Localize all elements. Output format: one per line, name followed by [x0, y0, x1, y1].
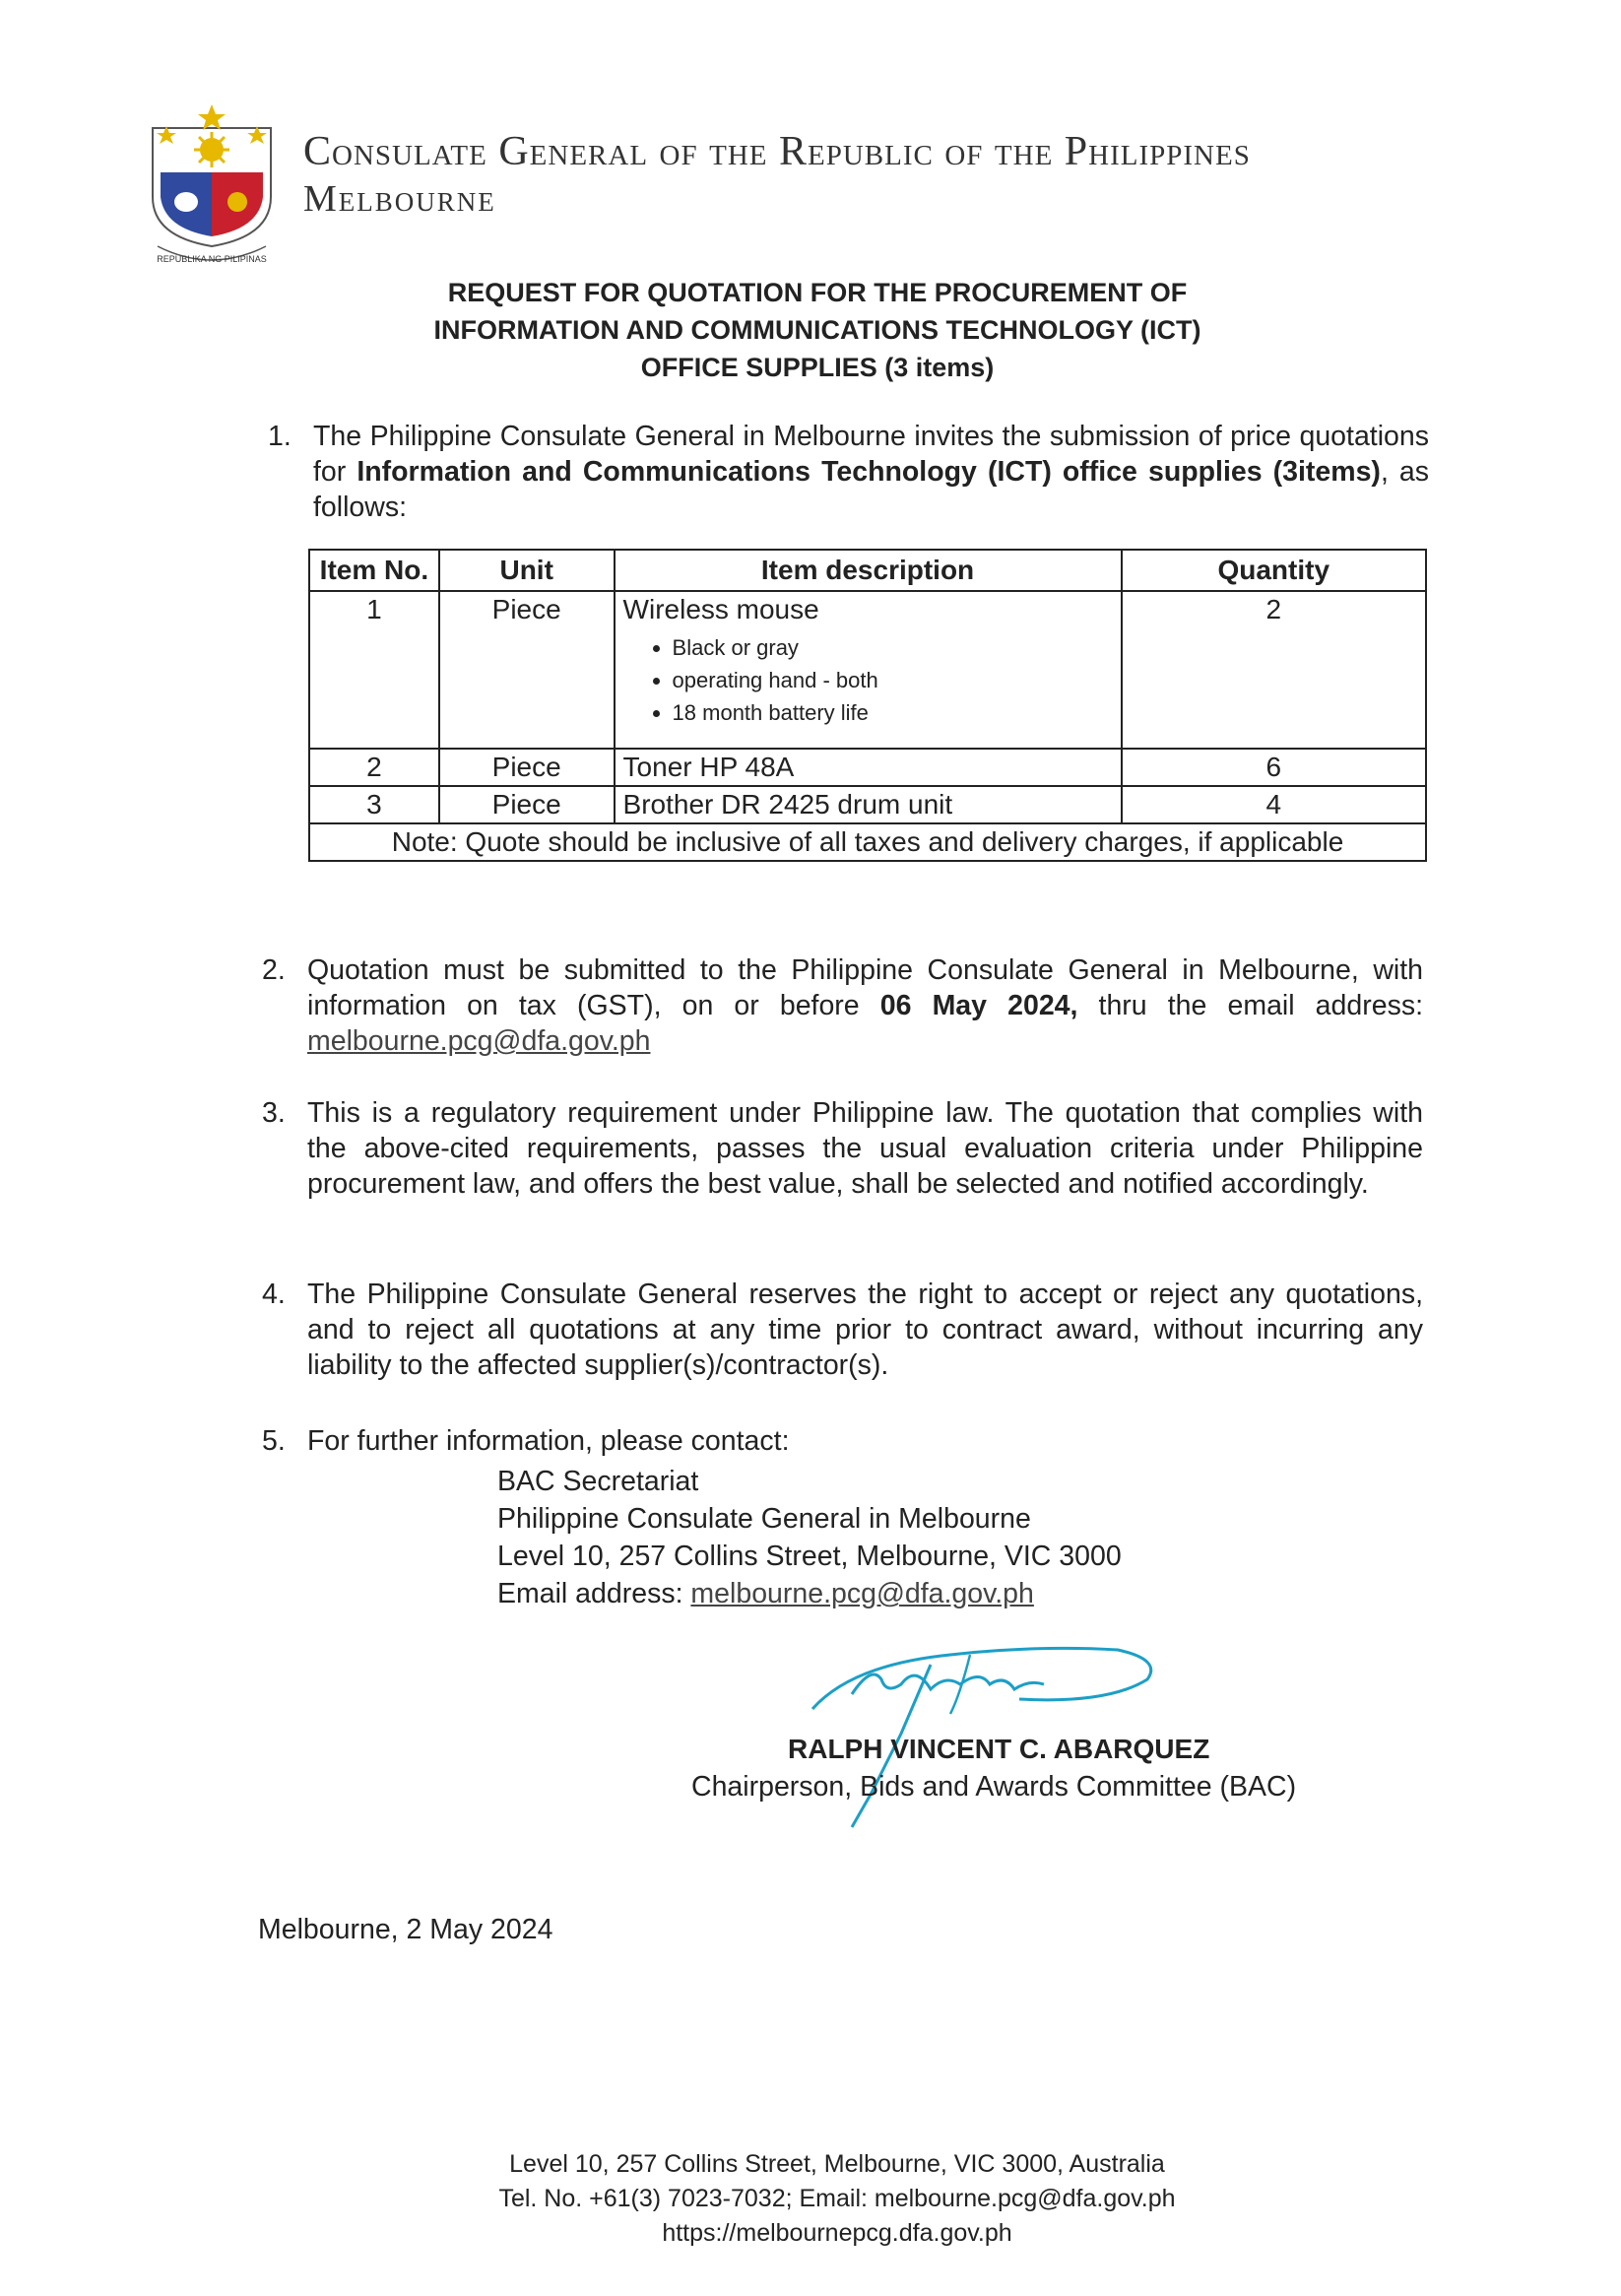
table-note: Note: Quote should be inclusive of all taxes and delivery charges, if applicable: [309, 823, 1426, 861]
document-title: [295, 274, 1339, 386]
cell-description: Brother DR 2425 drum unit: [615, 786, 1122, 823]
organization-header: [303, 128, 1251, 221]
cell-quantity: 6: [1122, 749, 1427, 786]
cell-unit: Piece: [439, 786, 615, 823]
paragraph-number: 3.: [262, 1097, 286, 1129]
paragraph-text: The Philippine Consulate General reserves the right to accept or reject any quotations, and to reject all quotations at any time prior to contract award, without incurring any liability to the affected supplier(s)/contractor(s).: [307, 1279, 1423, 1381]
cell-unit: Piece: [439, 591, 615, 749]
email-label: Email address:: [497, 1578, 691, 1609]
cell-item-no: 2: [309, 749, 439, 786]
cell-quantity: 4: [1122, 786, 1427, 823]
page-footer: [295, 2147, 1379, 2251]
paragraph-3: [262, 1095, 1423, 1202]
philippine-seal-logo: [143, 98, 281, 266]
header-description: Item description: [615, 550, 1122, 591]
paragraph-text: For further information, please contact:: [307, 1425, 790, 1457]
paragraph-text: The Philippine Consulate General in Melbourne invites the submission of price quotations for: [313, 421, 1429, 488]
footer-contact: Tel. No. +61(3) 7023-7032; Email: melbourne.pcg@dfa.gov.ph: [498, 2185, 1176, 2212]
paragraph-text: Quotation must be submitted to the Philippine Consulate General in Melbourne, with information on tax (GST), on or before: [307, 954, 1423, 1021]
cell-quantity: 2: [1122, 591, 1427, 749]
paragraph-number: 5.: [262, 1425, 286, 1457]
cell-item-no: 1: [309, 591, 439, 749]
header-unit: Unit: [439, 550, 615, 591]
contact-email-line: [497, 1575, 1122, 1612]
paragraph-bold: Information and Communications Technology (ICT) office supplies (3items): [357, 456, 1381, 488]
table-row: [309, 786, 1426, 823]
paragraph-2: [262, 952, 1423, 1059]
signatory-title: Chairperson, Bids and Awards Committee (BAC): [691, 1771, 1297, 1803]
paragraph-number: 4.: [262, 1279, 286, 1310]
title-line: OFFICE SUPPLIES (3 items): [640, 353, 995, 382]
footer-address: Level 10, 257 Collins Street, Melbourne, VIC 3000, Australia: [509, 2150, 1165, 2178]
header-quantity: Quantity: [1122, 550, 1427, 591]
paragraph-5: [262, 1423, 1423, 1459]
paragraph-text: thru the email address:: [1077, 990, 1423, 1021]
signatory-name: RALPH VINCENT C. ABARQUEZ: [788, 1734, 1210, 1764]
org-name: Consulate General of the Republic of the Philippines: [303, 129, 1251, 174]
title-line: REQUEST FOR QUOTATION FOR THE PROCUREMENT OF: [447, 278, 1188, 307]
spec-list: [623, 631, 1113, 729]
paragraph-1: [268, 419, 1430, 525]
paragraph-text: , as follows:: [313, 456, 1430, 523]
cell-item-no: 3: [309, 786, 439, 823]
place-date: Melbourne, 2 May 2024: [258, 1914, 553, 1945]
cell-unit: Piece: [439, 749, 615, 786]
spec-item: • 18 month battery life: [673, 696, 1113, 729]
contact-email-link[interactable]: melbourne.pcg@dfa.gov.ph: [690, 1578, 1034, 1609]
cell-description: Toner HP 48A: [615, 749, 1122, 786]
description-text: Wireless mouse: [622, 594, 819, 624]
paragraph-number: 1.: [268, 421, 292, 452]
paragraph-text: This is a regulatory requirement under Philippine law. The quotation that complies with the above-cited requirements, passes the usual evaluation criteria under Philippine procurement law, and offers the best value, shall be selected and notified accordingly.: [307, 1097, 1423, 1200]
email-link[interactable]: melbourne.pcg@dfa.gov.ph: [307, 1025, 651, 1057]
spec-item: • operating hand - both: [673, 664, 1113, 696]
contact-line: Philippine Consulate General in Melbourne: [497, 1503, 1031, 1535]
table-row: [309, 749, 1426, 786]
table-note-row: [309, 823, 1426, 861]
deadline-date: 06 May 2024,: [879, 990, 1078, 1021]
org-city: Melbourne: [303, 178, 496, 220]
cell-description: [615, 591, 1122, 749]
contact-line: BAC Secretariat: [497, 1466, 699, 1497]
items-table: [308, 549, 1427, 862]
table-row: [309, 591, 1426, 749]
paragraph-4: [262, 1277, 1423, 1383]
title-line: INFORMATION AND COMMUNICATIONS TECHNOLOGY (ICT): [433, 315, 1201, 345]
paragraph-number: 2.: [262, 954, 286, 986]
table-header-row: [309, 550, 1426, 591]
footer-website[interactable]: https://melbournepcg.dfa.gov.ph: [662, 2219, 1012, 2247]
spec-item: • Black or gray: [673, 631, 1113, 664]
contact-block: [497, 1463, 1122, 1612]
header-item-no: Item No.: [309, 550, 439, 591]
seal-text: REPUBLIKA NG PILIPINAS: [157, 254, 267, 264]
contact-line: Level 10, 257 Collins Street, Melbourne, VIC 3000: [497, 1541, 1122, 1572]
